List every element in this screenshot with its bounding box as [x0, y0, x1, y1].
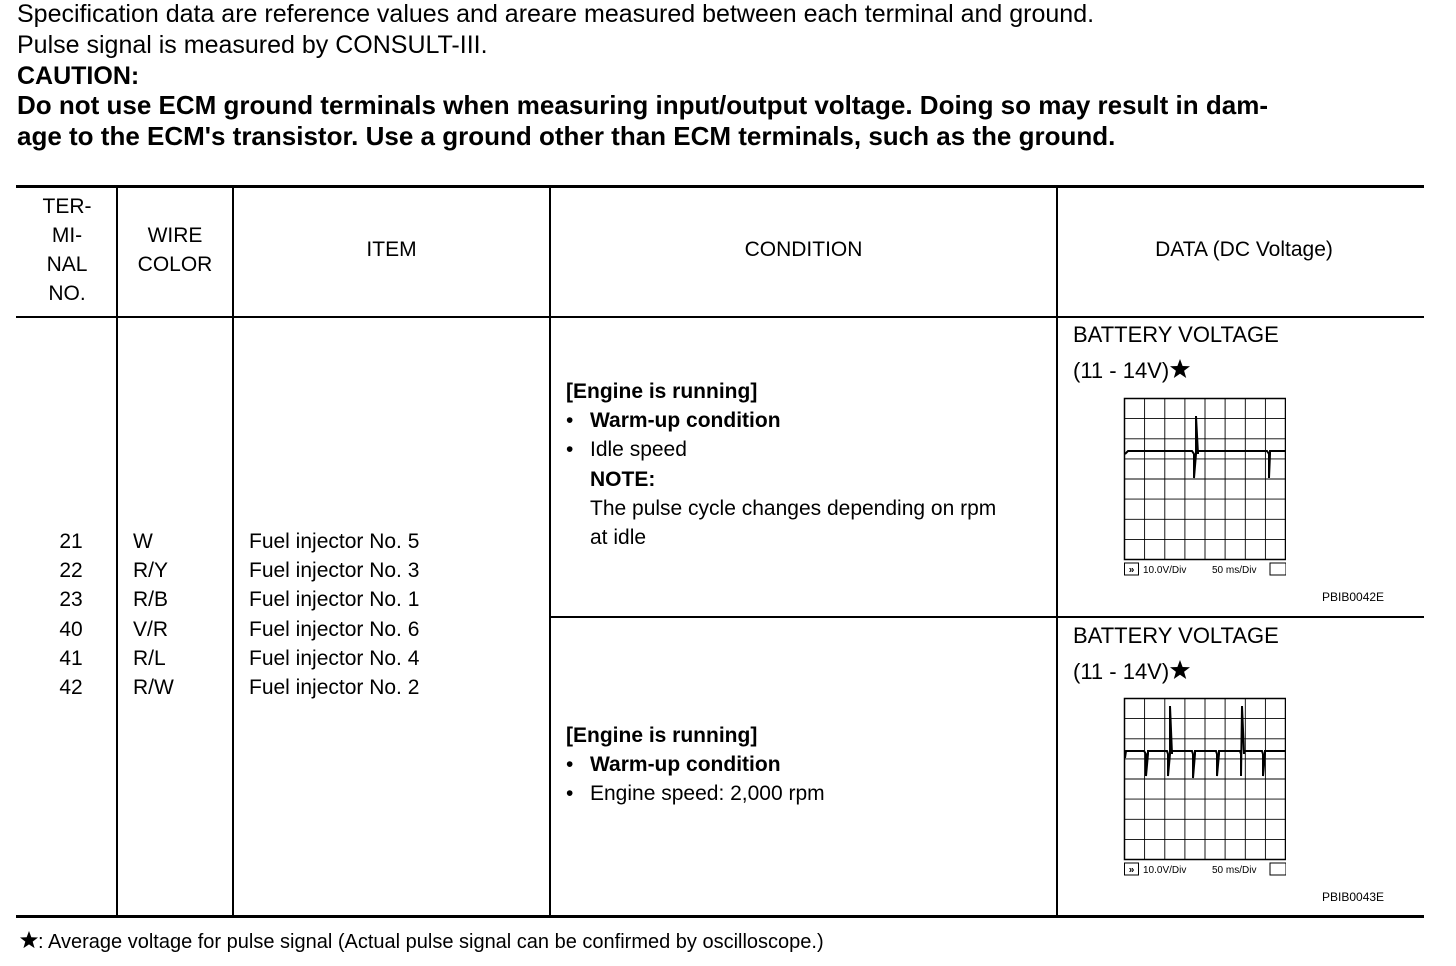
wire-color: R/Y [133, 559, 169, 583]
item: Fuel injector No. 4 [249, 646, 420, 670]
terminal-no: 40 [59, 617, 83, 641]
table-bottom-rule [16, 915, 1424, 918]
wire-color: R/W [133, 676, 174, 700]
wire-color: R/B [133, 588, 169, 612]
header-terminal: TER- MI- NAL NO. [42, 195, 92, 305]
star-icon [20, 931, 38, 949]
item: Fuel injector No. 3 [249, 559, 420, 583]
data-value-idle: BATTERY VOLTAGE (11 - 14V) [1073, 322, 1279, 383]
terminal-no: 41 [59, 646, 83, 670]
data-value-2000rpm: BATTERY VOLTAGE (11 - 14V) [1073, 623, 1279, 684]
col-divider-4 [1056, 187, 1058, 917]
note-text: at idle [590, 526, 647, 550]
footnote-text: : Average voltage for pulse signal (Actual pulse signal can be confirmed by oscilloscope.) [38, 931, 824, 953]
terminal-no: 23 [59, 588, 83, 612]
item: Fuel injector No. 2 [249, 676, 420, 700]
col-divider-2 [232, 187, 234, 917]
spec-note: Specification data are reference values and areare measured between each terminal and ground. [17, 0, 1095, 28]
header-data: DATA (DC Voltage) [1155, 238, 1333, 261]
table-top-rule [16, 185, 1424, 188]
caution-line-1: Do not use ECM ground terminals when measuring input/output voltage. Doing so may result in dam- [17, 90, 1268, 120]
footnote [19, 931, 824, 954]
item-list [249, 527, 419, 702]
row-divider [550, 616, 1424, 618]
condition-bullet: Warm-up condition [590, 409, 781, 433]
caution-line-2: age to the ECM's transistor. Use a ground other than ECM terminals, such as the ground. [17, 121, 1116, 151]
oscilloscope-waveform-2000rpm [1122, 696, 1286, 876]
scope-button: » [1128, 864, 1135, 876]
header-condition: CONDITION [744, 238, 863, 261]
terminal-no: 22 [59, 559, 83, 583]
pulse-note: Pulse signal is measured by CONSULT-III. [17, 31, 488, 59]
terminal-no: 21 [59, 530, 83, 553]
condition-bullet: Idle speed [590, 438, 687, 462]
wire-color: V/R [133, 617, 169, 641]
figure-id: PBIB0043E [1322, 890, 1385, 904]
item: Fuel injector No. 5 [249, 530, 420, 553]
scope-volt-scale: 10.0V/Div [1143, 865, 1187, 876]
caution-title: CAUTION: [17, 62, 140, 90]
condition-idle [566, 377, 996, 552]
wire-color: R/L [133, 646, 166, 670]
wire-color-list [133, 527, 174, 702]
condition-bullet: Warm-up condition [590, 753, 781, 777]
scope-time-scale: 50 ms/Div [1212, 565, 1257, 576]
header-wire-color: WIRE COLOR [137, 224, 213, 276]
bullet: • [566, 782, 574, 806]
condition-title: [Engine is running] [566, 380, 758, 403]
star-icon [1170, 359, 1190, 379]
bullet: • [566, 753, 574, 777]
oscilloscope-waveform-idle [1122, 396, 1286, 576]
bullet: • [566, 438, 574, 462]
scope-volt-scale: 10.0V/Div [1143, 565, 1187, 576]
item: Fuel injector No. 6 [249, 617, 420, 641]
star-icon [1170, 660, 1190, 680]
scope-button: » [1128, 564, 1135, 576]
col-divider-3 [549, 187, 551, 917]
condition-2000rpm [566, 721, 825, 809]
figure-id: PBIB0042E [1322, 590, 1385, 604]
terminal-list [17, 527, 125, 702]
scope-time-scale: 50 ms/Div [1212, 865, 1257, 876]
condition-bullet: Engine speed: 2,000 rpm [590, 782, 825, 806]
wire-color: W [133, 530, 153, 553]
condition-title: [Engine is running] [566, 724, 758, 747]
header-item: ITEM [366, 238, 417, 261]
item: Fuel injector No. 1 [249, 588, 420, 612]
bullet: • [566, 409, 574, 433]
note-text: The pulse cycle changes depending on rpm [590, 496, 997, 520]
note-title: NOTE: [590, 467, 656, 491]
terminal-no: 42 [59, 676, 83, 700]
